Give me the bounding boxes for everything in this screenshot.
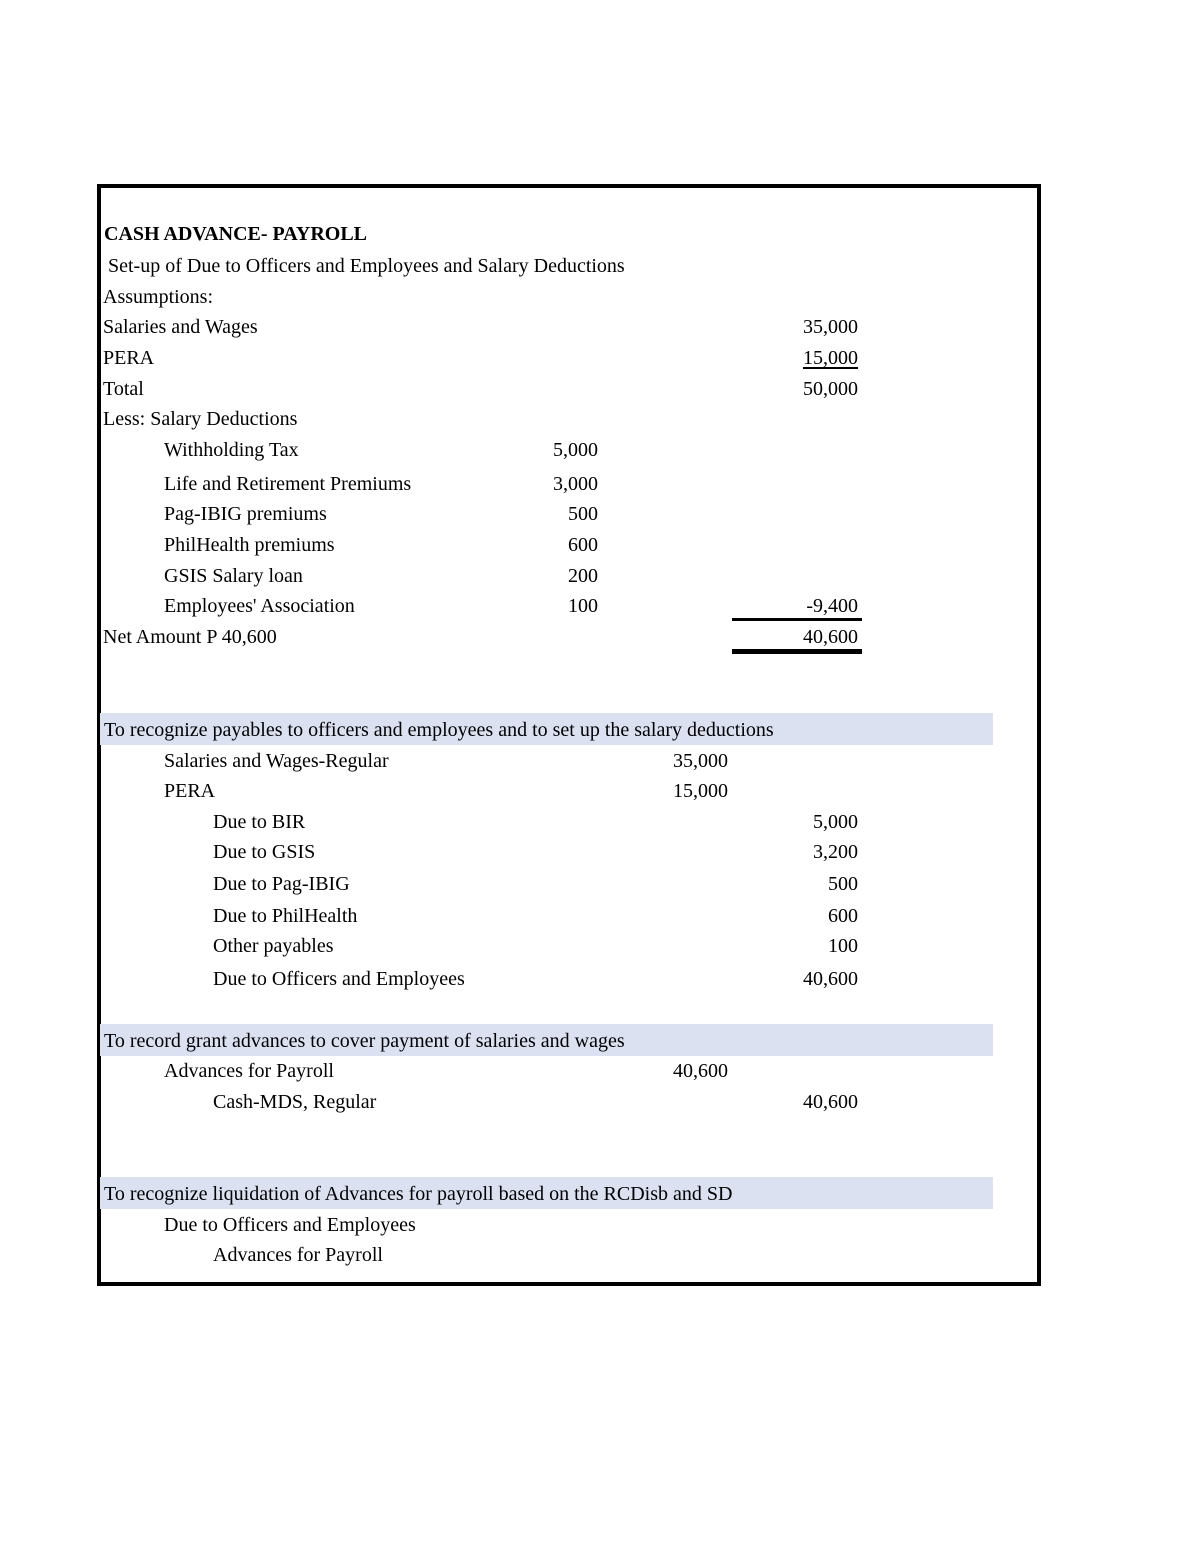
credit-amount: 40,600 — [803, 1091, 858, 1113]
credit-account: Due to PhilHealth — [213, 905, 358, 927]
assumptions-label: Assumptions: — [103, 286, 214, 308]
entry1-heading: To recognize payables to officers and employees and to set up the salary deductions — [104, 719, 774, 741]
credit-account: Due to BIR — [213, 811, 306, 833]
debit-account: Due to Officers and Employees — [164, 1214, 416, 1236]
deduction-label: PhilHealth premiums — [164, 534, 335, 556]
deduction-value: 600 — [568, 534, 598, 556]
net-amount-label: Net Amount P 40,600 — [103, 626, 277, 648]
less-deductions-label: Less: Salary Deductions — [103, 408, 298, 430]
credit-account: Cash-MDS, Regular — [213, 1091, 377, 1113]
credit-account: Due to Pag-IBIG — [213, 873, 350, 895]
credit-account: Due to Officers and Employees — [213, 968, 465, 990]
net-amount-value: 40,600 — [803, 626, 858, 648]
total-rule — [732, 618, 862, 621]
salaries-value: 35,000 — [803, 316, 858, 338]
total-value: 50,000 — [803, 378, 858, 400]
debit-amount: 15,000 — [673, 780, 728, 802]
total-label: Total — [103, 378, 144, 400]
debit-account: Salaries and Wages-Regular — [164, 750, 389, 772]
debit-amount: 35,000 — [673, 750, 728, 772]
credit-amount: 600 — [828, 905, 858, 927]
credit-amount: 500 — [828, 873, 858, 895]
deduction-value: 5,000 — [553, 439, 598, 461]
credit-amount: 3,200 — [813, 841, 858, 863]
credit-amount: 40,600 — [803, 968, 858, 990]
debit-account: PERA — [164, 780, 216, 802]
entry3-heading: To recognize liquidation of Advances for payroll based on the RCDisb and SD — [104, 1183, 733, 1205]
credit-account: Due to GSIS — [213, 841, 316, 863]
page-subtitle: Set-up of Due to Officers and Employees and Salary Deductions — [108, 255, 625, 277]
deduction-value: 3,000 — [553, 473, 598, 495]
credit-account: Advances for Payroll — [213, 1244, 383, 1266]
deduction-label: GSIS Salary loan — [164, 565, 303, 587]
entry2-heading: To record grant advances to cover payment of salaries and wages — [104, 1030, 625, 1052]
deduction-label: Life and Retirement Premiums — [164, 473, 412, 495]
pera-value: 15,000 — [803, 347, 858, 369]
debit-amount: 40,600 — [673, 1060, 728, 1082]
deduction-value: 100 — [568, 595, 598, 617]
deductions-total: -9,400 — [806, 595, 858, 617]
debit-account: Advances for Payroll — [164, 1060, 334, 1082]
credit-amount: 5,000 — [813, 811, 858, 833]
deduction-value: 200 — [568, 565, 598, 587]
deduction-label: Pag-IBIG premiums — [164, 503, 327, 525]
pera-label: PERA — [103, 347, 155, 369]
credit-amount: 100 — [828, 935, 858, 957]
salaries-label: Salaries and Wages — [103, 316, 258, 338]
double-underline-rule — [732, 649, 862, 654]
deduction-value: 500 — [568, 503, 598, 525]
credit-account: Other payables — [213, 935, 334, 957]
page-title: CASH ADVANCE- PAYROLL — [104, 223, 368, 245]
deduction-label: Withholding Tax — [164, 439, 299, 461]
deduction-label: Employees' Association — [164, 595, 355, 617]
